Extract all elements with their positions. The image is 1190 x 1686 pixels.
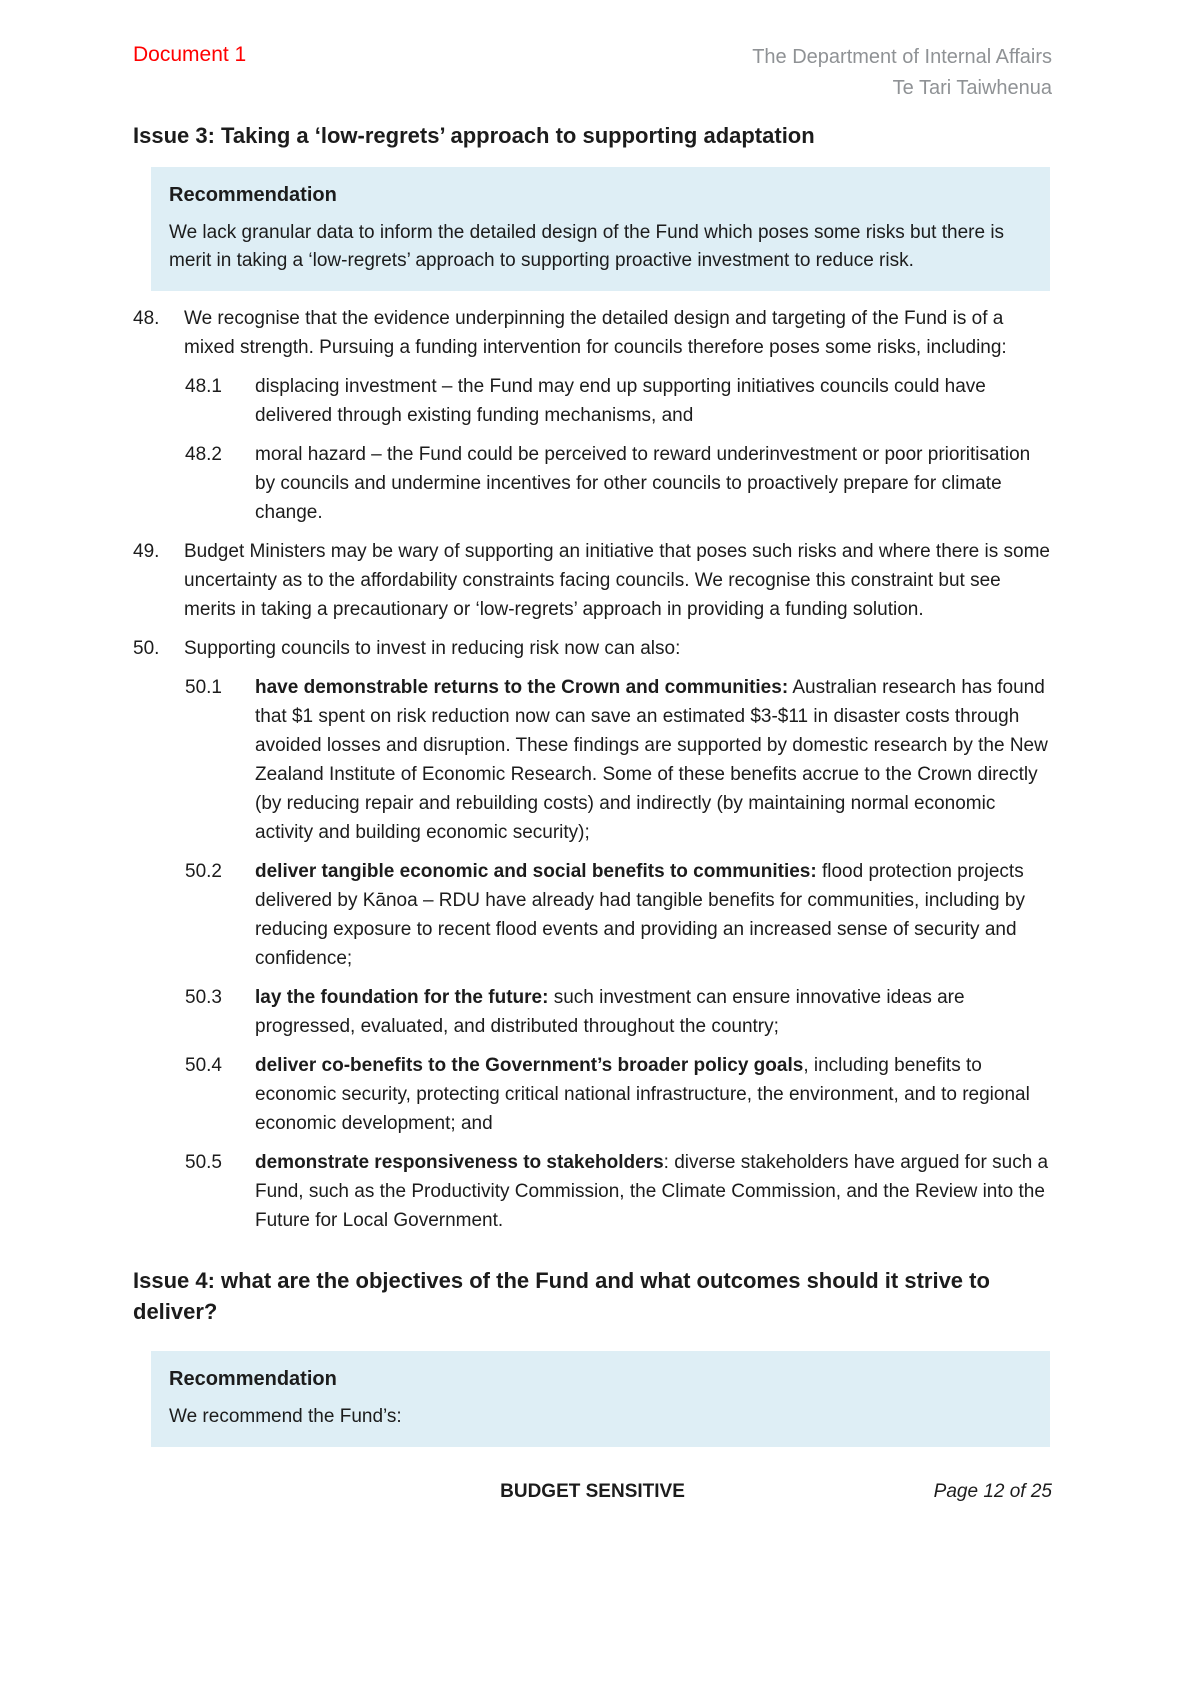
paragraph-number: 48. — [133, 308, 160, 329]
page-footer — [133, 1479, 1052, 1505]
recommendation-box-issue4 — [151, 1351, 1050, 1447]
paragraph-48 — [133, 304, 1052, 362]
paragraph-50-4 — [185, 1051, 1052, 1138]
paragraph-bold-lead: have demonstrable returns to the Crown and communities: — [255, 677, 789, 698]
paragraph-bold-lead: lay the foundation for the future: — [255, 987, 549, 1008]
paragraph-text: Supporting councils to invest in reducing risk now can also: — [184, 638, 681, 659]
paragraph-text: Budget Ministers may be wary of supporting an initiative that poses such risks and where there is some uncertainty as to the affordability constraints facing councils. We recognise this constraint but see merits in taking a precautionary or ‘low-regrets’ approach in providing a funding solution. — [184, 541, 1050, 620]
paragraph-text — [255, 673, 1052, 847]
paragraph-text: moral hazard – the Fund could be perceived to reward underinvestment or poor prioritisation by councils and undermine incentives for other councils to proactively prepare for climate change. — [255, 444, 1031, 523]
paragraph-number: 50.3 — [185, 987, 222, 1008]
paragraph-rest: such investment can ensure innovative ideas are progressed, evaluated, and distributed throughout the country; — [255, 987, 965, 1037]
paragraph-number: 50.5 — [185, 1152, 222, 1173]
paragraph-number: 48.1 — [185, 376, 222, 397]
paragraph-50-1 — [185, 673, 1052, 847]
classification-label: BUDGET SENSITIVE — [500, 1481, 685, 1502]
paragraph-bold-lead: demonstrate responsiveness to stakeholders — [255, 1152, 664, 1173]
paragraph-50-3 — [185, 983, 1052, 1041]
paragraph-rest: flood protection projects delivered by Kānoa – RDU have already had tangible benefits for communities, including by reducing exposure to recent flood events and providing an increased sense of security and confidence; — [255, 861, 1025, 969]
paragraph-number: 50. — [133, 638, 160, 659]
recommendation-title: Recommendation — [169, 184, 337, 206]
paragraph-bold-lead: deliver tangible economic and social benefits to communities: — [255, 861, 817, 882]
issue3-heading: Issue 3: Taking a ‘low-regrets’ approach to supporting adaptation — [133, 123, 815, 148]
paragraph-number: 50.2 — [185, 861, 222, 882]
paragraph-text — [255, 983, 1052, 1041]
paragraph-48-2 — [185, 440, 1052, 527]
paragraph-text — [255, 1148, 1052, 1235]
document-release-label: Document 1 — [133, 43, 247, 66]
paragraph-49 — [133, 537, 1052, 624]
issue4-heading: Issue 4: what are the objectives of the Fund and what outcomes should it strive to deliver? — [133, 1268, 990, 1324]
recommendation-box-issue3 — [151, 167, 1050, 291]
page-header — [133, 42, 1052, 104]
paragraph-50-5 — [185, 1148, 1052, 1235]
paragraph-number: 49. — [133, 541, 160, 562]
paragraph-number: 50.4 — [185, 1055, 222, 1076]
organisation-name-maori: Te Tari Taiwhenua — [892, 77, 1052, 99]
organisation-header — [752, 42, 1052, 104]
paragraph-rest: Australian research has found that $1 spent on risk reduction now can save an estimated $3-$11 in disaster costs through avoided losses and disruption. These findings are supported by domestic research by the New Zealand Institute of Economic Research. Some of these benefits accrue to the Crown directly (by reducing repair and rebuilding costs) and indirectly (by maintaining normal economic activity and building economic security); — [255, 677, 1048, 843]
paragraph-rest: , including benefits to economic security, protecting critical national infrastructure, the environment, and to regional economic development; and — [255, 1055, 1030, 1134]
paragraph-text — [255, 1051, 1052, 1138]
paragraph-rest: : diverse stakeholders have argued for such a Fund, such as the Productivity Commission, the Climate Commission, and the Review into the Future for Local Government. — [255, 1152, 1049, 1231]
recommendation-body: We lack granular data to inform the detailed design of the Fund which poses some risks but there is merit in taking a ‘low-regrets’ approach to supporting proactive investment to reduce risk. — [169, 222, 1005, 271]
paragraph-bold-lead: deliver co-benefits to the Government’s broader policy goals — [255, 1055, 804, 1076]
paragraph-text — [255, 857, 1052, 973]
recommendation-body: We recommend the Fund’s: — [169, 1406, 402, 1427]
paragraph-48-1 — [185, 372, 1052, 430]
paragraph-number: 48.2 — [185, 444, 222, 465]
paragraph-text: We recognise that the evidence underpinning the detailed design and targeting of the Fund is of a mixed strength. Pursuing a funding intervention for councils therefore poses some risks, including: — [184, 308, 1007, 358]
paragraph-50-2 — [185, 857, 1052, 973]
numbered-paragraphs — [133, 304, 1052, 1235]
page-number: Page 12 of 25 — [933, 1481, 1052, 1502]
organisation-name-english: The Department of Internal Affairs — [752, 46, 1052, 68]
paragraph-50 — [133, 634, 1052, 663]
paragraph-text: displacing investment – the Fund may end up supporting initiatives councils could have delivered through existing funding mechanisms, and — [255, 376, 986, 426]
recommendation-title: Recommendation — [169, 1368, 337, 1390]
paragraph-number: 50.1 — [185, 677, 222, 698]
